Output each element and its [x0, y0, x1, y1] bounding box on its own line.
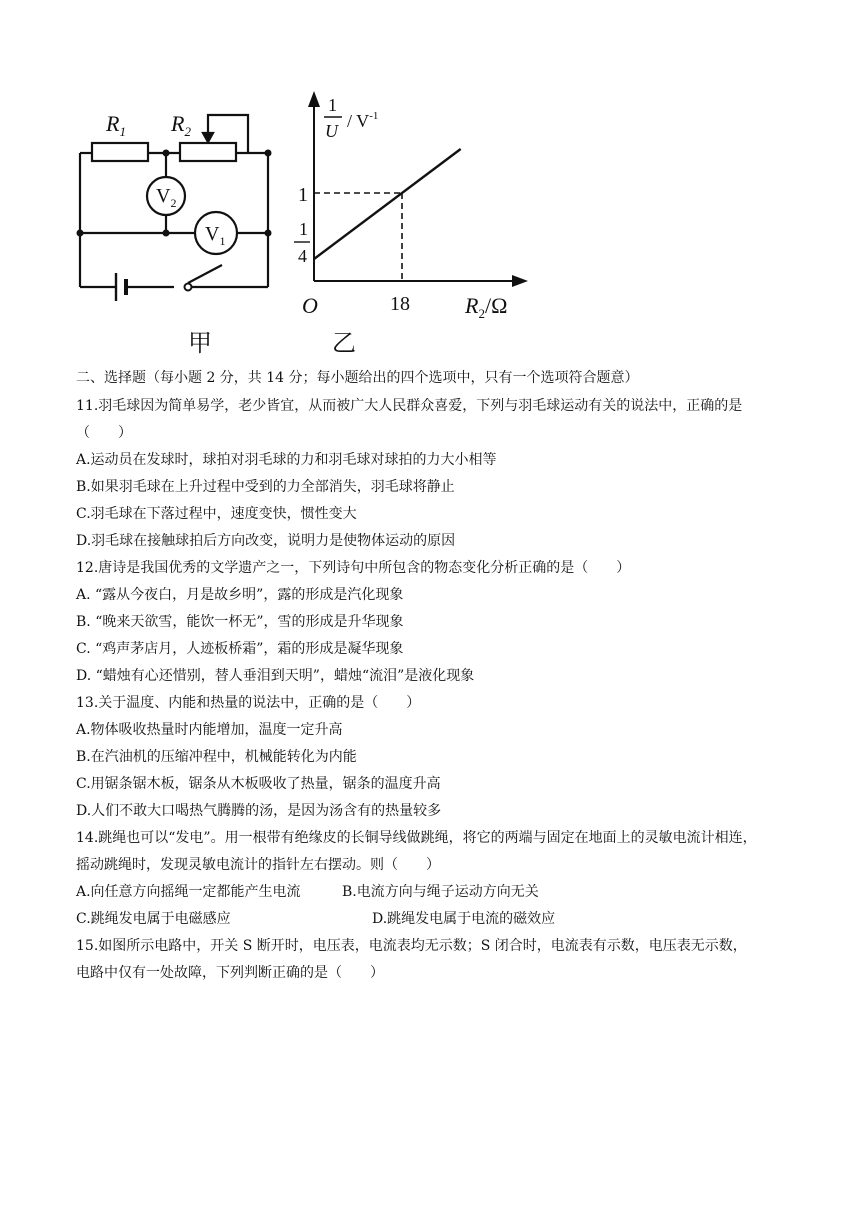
- y-tick-quarter-num: 1: [299, 219, 308, 239]
- q13-option-a: A.物体吸收热量时内能增加，温度一定升高: [76, 722, 343, 738]
- y-axis-num: 1: [328, 95, 337, 115]
- y-axis-unit: / $V^{-1}$: [347, 110, 379, 131]
- y-tick-1: 1: [298, 184, 308, 206]
- section-heading: 二、选择题（每小题 2 分，共 14 分；每小题给出的四个选项中，只有一个选项符合题意）: [76, 370, 639, 386]
- q14-option-a: A.向任意方向摇绳一定都能产生电流: [76, 884, 301, 900]
- q13-option-d: D.人们不敢大口喝热气腾腾的汤，是因为汤含有的热量较多: [76, 803, 442, 819]
- r1-label: $R_1$: [106, 111, 126, 139]
- q12-option-a: A. “露从今夜白，月是故乡明”，露的形成是汽化现象: [76, 587, 404, 603]
- q11-option-d: D.羽毛球在接触球拍后方向改变，说明力是使物体运动的原因: [76, 533, 456, 549]
- circuit-caption: 甲: [188, 329, 212, 357]
- q12-option-b: B. “晚来天欲雪，能饮一杯无”，雪的形成是升华现象: [76, 614, 404, 630]
- origin-label: O: [302, 293, 318, 318]
- q11-stem-line1: 11.羽毛球因为简单易学，老少皆宜，从而被广大人民群众喜爱，下列与羽毛球运动有关的说法中，正确的是: [76, 398, 743, 414]
- x-axis-label: $R_2/\Omega$: [465, 293, 508, 321]
- slider-arrow-icon: [203, 133, 213, 142]
- q14-stem-line2: 摇动跳绳时，发现灵敏电流计的指针左右摆动。则（ ）: [76, 857, 440, 873]
- q12-option-c: C. “鸡声茅店月，人迹板桥霜”，霜的形成是凝华现象: [76, 641, 404, 657]
- y-axis-arrow-icon: [308, 91, 320, 107]
- q14-option-d: D.跳绳发电属于电流的磁效应: [372, 911, 556, 927]
- figures-area: [70, 85, 540, 365]
- q11-option-a: A.运动员在发球时，球拍对羽毛球的力和羽毛球对球拍的力大小相等: [76, 452, 497, 468]
- figures-svg: [70, 85, 540, 365]
- q15-stem-line2: 电路中仅有一处故障，下列判断正确的是（ ）: [76, 965, 384, 981]
- rheostat-r2: [180, 143, 236, 161]
- q15-stem-line1: 15.如图所示电路中，开关 S 断开时，电压表，电流表均无示数；S 闭合时，电流表有示数，电压表无示数，: [76, 938, 747, 954]
- switch-icon: [188, 265, 222, 283]
- q14-stem-line1: 14.跳绳也可以“发电”。用一根带有绝缘皮的长铜导线做跳绳，将它的两端与固定在地面上的灵敏电流计相连，: [76, 830, 757, 846]
- q14-option-b: B.电流方向与绳子运动方向无关: [342, 884, 539, 900]
- x-tick-18: 18: [390, 293, 410, 315]
- v1-label: $V_1$: [205, 223, 226, 248]
- graph-caption: 乙: [332, 329, 356, 357]
- q13-stem: 13.关于温度、内能和热量的说法中，正确的是（ ）: [76, 695, 421, 711]
- resistor-r1: [92, 143, 148, 161]
- q13-option-c: C.用锯条锯木板，锯条从木板吸收了热量，锯条的温度升高: [76, 776, 441, 792]
- q14-option-c: C.跳绳发电属于电磁感应: [76, 911, 231, 927]
- q11-stem-line2: （ ）: [76, 425, 132, 441]
- q11-option-c: C.羽毛球在下落过程中，速度变快，惯性变大: [76, 506, 357, 522]
- circuit-nodes: [77, 150, 272, 291]
- v2-label: $V_2$: [156, 185, 177, 210]
- q12-option-d: D. “蜡烛有心还惜别，替人垂泪到天明”，蜡烛“流泪”是液化现象: [76, 668, 475, 684]
- q12-stem: 12.唐诗是我国优秀的文学遗产之一，下列诗句中所包含的物态变化分析正确的是（ ）: [76, 560, 631, 576]
- r2-label: $R_2$: [171, 111, 191, 139]
- data-line: [314, 149, 461, 259]
- q13-option-b: B.在汽油机的压缩冲程中，机械能转化为内能: [76, 749, 357, 765]
- graph: [294, 91, 528, 357]
- y-tick-quarter-den: 4: [298, 246, 307, 266]
- y-axis-den: U: [325, 121, 338, 141]
- q11-option-b: B.如果羽毛球在上升过程中受到的力全部消失，羽毛球将静止: [76, 479, 455, 495]
- x-axis-arrow-icon: [512, 275, 528, 287]
